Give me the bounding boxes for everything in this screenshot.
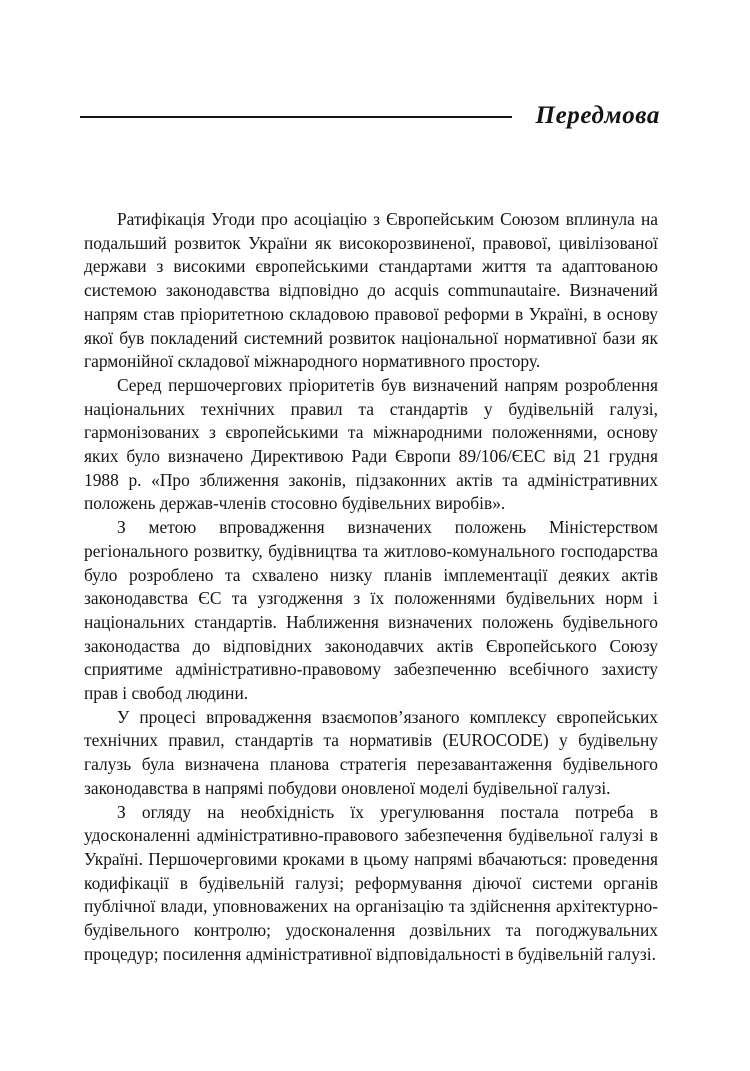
paragraph-1: Ратифікація Угоди про асоціацію з Європейським Союзом вплинула на подальший розвиток України як високорозвиненої, правової, цивілізованої держави з високими європейськими стандартами життя та адаптованою системою законодавства відповідно до acquis communautaire. Визначений напрям став пріоритетною складовою правової реформи в Україні, в основу якої був покладений системний розвиток національної нормативної бази як гармонійної складової міжнародного нормативного простору.	[84, 209, 658, 372]
paragraph-5: З огляду на необхідність їх урегулювання постала потреба в удосконаленні адміністративно-правового забезпечення будівельної галузі в Україні. Першочерговими кроками в цьому напрямі вбачаються: проведення кодифікації в будівельній галузі; реформування діючої системи органів публічної влади, уповноважених на організацію та здійснення архітектурно- будівельного контролю; удосконалення дозвільних та погоджувальних процедур; посилення адміністративної відповідальності в будівельній галузі.	[84, 801, 658, 964]
page-header	[80, 98, 660, 134]
header-rule	[80, 116, 512, 118]
paragraph-3: З метою впровадження визначених положень Міністерством регіонального розвитку, будівництва та житлово-комунального господарства було розроблено та схвалено низку планів імплементації деяких актів законодавства ЄС та узгодження з їх положеннями будівельних норм і національних стандартів. Наближення визначених положень будівельного законодаства до відповідних законодавчих актів Європейського Союзу сприятиме адміністративно-правовому забезпеченню всебічного захисту прав і свобод людини.	[84, 517, 658, 704]
paragraph-2: Серед першочергових пріоритетів був визначений напрям розроблення національних технічних правил та стандартів у будівельній галузі, гармонізованих з європейськими та міжнародними положеннями, основу яких було визначено Директивою Ради Європи 89/106/ЄЕС від 21 грудня 1988 р. «Про зближення законів, підзаконних актів та адміністративних положень держав-членів стосовно будівельних виробів».	[84, 374, 658, 514]
paragraph-4: У процесі впровадження взаємопов’язаного комплексу європейських технічних правил, стандартів та нормативів (EUROCODE) у будівельну галузь була визначена планова стратегія перезавантаження будівельного законодавства в напрямі побудови оновленої моделі будівельної галузі.	[84, 706, 658, 798]
body-text	[84, 208, 658, 967]
page-title: Передмова	[535, 102, 660, 129]
